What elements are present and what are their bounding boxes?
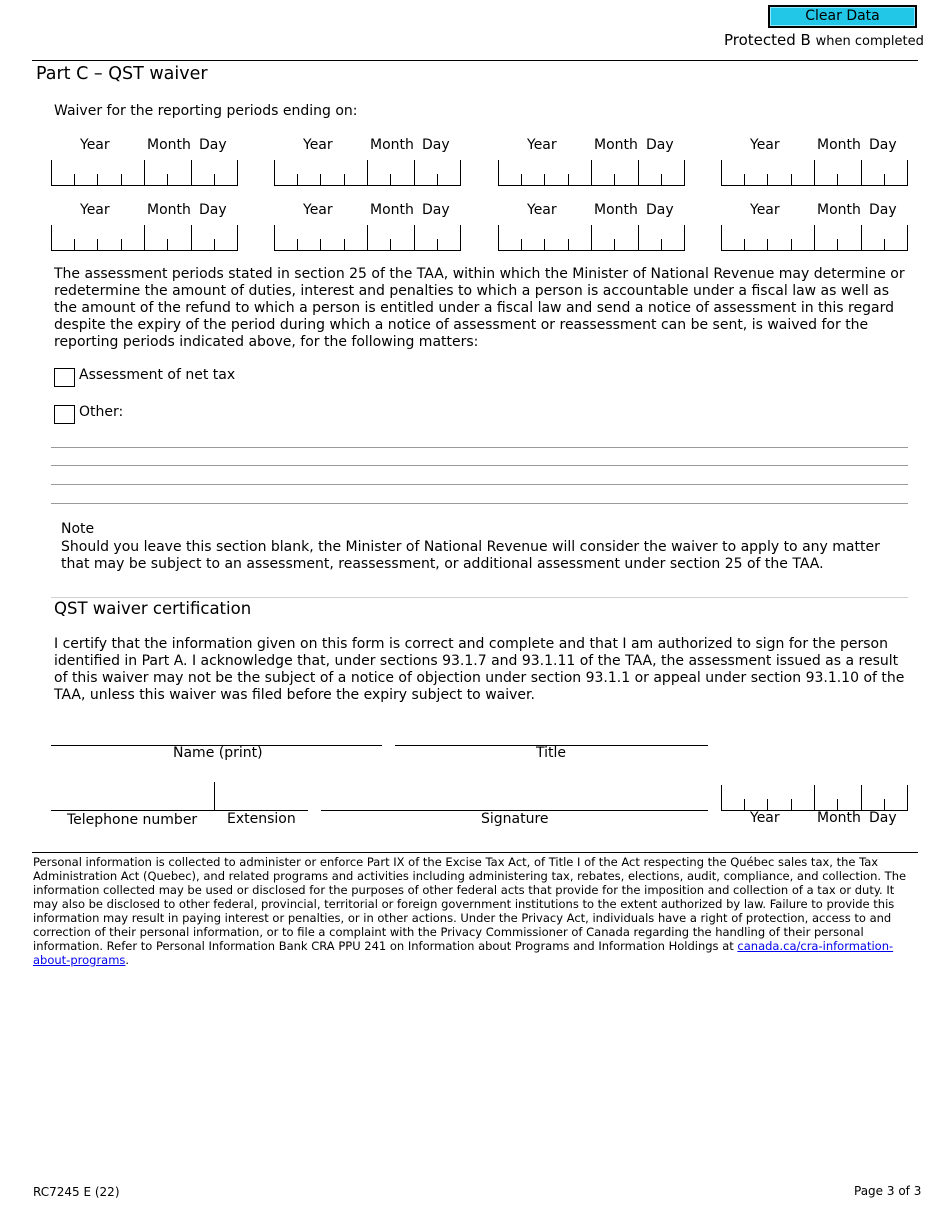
digit-divider [297, 174, 298, 185]
year-header: Year [80, 137, 110, 153]
month-input[interactable] [144, 160, 192, 186]
month-header: Month [594, 137, 638, 153]
privacy-divider [32, 852, 918, 853]
digit-divider [791, 174, 792, 185]
page-number: Page 3 of 3 [854, 1184, 922, 1198]
digit-divider [437, 239, 438, 250]
digit-divider [614, 174, 615, 185]
digit-divider [97, 239, 98, 250]
digit-divider [791, 799, 792, 810]
net-tax-checkbox[interactable] [54, 368, 75, 387]
digit-divider [320, 239, 321, 250]
digit-divider [744, 239, 745, 250]
note-divider [51, 597, 908, 598]
digit-divider [214, 174, 215, 185]
name-label: Name (print) [173, 745, 263, 761]
other-text-line-2[interactable] [51, 465, 908, 466]
telephone-label: Telephone number [67, 812, 198, 828]
title-label: Title [536, 745, 567, 761]
net-tax-label: Assessment of net tax [79, 367, 236, 383]
certification-title: QST waiver certification [54, 599, 252, 618]
day-header: Day [869, 137, 897, 153]
other-checkbox[interactable] [54, 405, 75, 424]
day-header: Day [869, 810, 897, 826]
digit-divider [297, 239, 298, 250]
digit-divider [837, 174, 838, 185]
digit-divider [167, 239, 168, 250]
digit-divider [121, 239, 122, 250]
privacy-end: . [125, 953, 130, 967]
month-header: Month [817, 202, 861, 218]
year-header: Year [80, 202, 110, 218]
year-header: Year [303, 137, 333, 153]
periods-label: Waiver for the reporting periods ending on: [54, 103, 358, 119]
digit-divider [344, 239, 345, 250]
digit-divider [74, 174, 75, 185]
year-input[interactable] [498, 160, 592, 186]
month-input[interactable] [814, 225, 862, 251]
digit-divider [767, 174, 768, 185]
day-header: Day [199, 137, 227, 153]
digit-divider [661, 174, 662, 185]
digit-divider [167, 174, 168, 185]
digit-divider [767, 799, 768, 810]
day-input[interactable] [414, 160, 461, 186]
digit-divider [544, 174, 545, 185]
month-header: Month [370, 137, 414, 153]
day-header: Day [869, 202, 897, 218]
other-text-line-3[interactable] [51, 484, 908, 485]
digit-divider [661, 239, 662, 250]
digit-divider [344, 174, 345, 185]
top-divider [32, 60, 918, 61]
certification-text: I certify that the information given on this form is correct and complete and that I am authorized to sign for the person identified in Part A. I acknowledge that, under sections 93.1.7 and 93.1.11 of the TAA, the assessment issued as a result of this waiver may not be the subject of a notice of objection under section 93.1.1 or appeal under section 93.1.10 of the TAA, unless this waiver was filed before the expiry subject to waiver. [54, 636, 905, 703]
assessment-paragraph: The assessment periods stated in section 25 of the TAA, within which the Minister of National Revenue may determine or redetermine the amount of duties, interest and penalties to which a person is accountable under a fiscal law as well as the amount of the refund to which a person is entitled under a fiscal law and send a notice of assessment in this regard despite the expiry of the period during which a notice of assessment or reassessment can be sent, is waived for the reporting periods indicated above, for the following matters: [54, 266, 905, 350]
privacy-notice [33, 855, 915, 967]
year-header: Year [750, 202, 780, 218]
month-header: Month [594, 202, 638, 218]
digit-divider [521, 174, 522, 185]
digit-divider [884, 239, 885, 250]
day-input[interactable] [191, 160, 238, 186]
digit-divider [544, 239, 545, 250]
other-text-line-1[interactable] [51, 447, 908, 448]
digit-divider [837, 239, 838, 250]
year-input[interactable] [51, 160, 145, 186]
digit-divider [767, 239, 768, 250]
other-text-line-4[interactable] [51, 503, 908, 504]
day-header: Day [422, 202, 450, 218]
digit-divider [744, 174, 745, 185]
day-input[interactable] [191, 225, 238, 251]
form-id: RC7245 E (22) [33, 1185, 120, 1199]
signature-label: Signature [481, 811, 549, 827]
phone-extension-separator [214, 782, 215, 810]
month-input[interactable] [367, 160, 415, 186]
cra-programs-link[interactable]: canada.ca/cra-information-about-programs [33, 939, 894, 967]
digit-divider [214, 239, 215, 250]
part-c-title: Part C – QST waiver [36, 64, 208, 84]
year-input[interactable] [721, 785, 815, 811]
note-title: Note [61, 521, 95, 537]
year-input[interactable] [498, 225, 592, 251]
digit-divider [568, 239, 569, 250]
other-label: Other: [79, 404, 124, 420]
digit-divider [791, 239, 792, 250]
digit-divider [744, 799, 745, 810]
telephone-field[interactable] [51, 810, 214, 811]
digit-divider [320, 174, 321, 185]
day-header: Day [646, 202, 674, 218]
digit-divider [121, 174, 122, 185]
year-input[interactable] [721, 225, 815, 251]
year-header: Year [750, 810, 780, 826]
digit-divider [568, 174, 569, 185]
digit-divider [437, 174, 438, 185]
digit-divider [97, 174, 98, 185]
month-header: Month [147, 137, 191, 153]
day-input[interactable] [638, 160, 685, 186]
month-header: Month [817, 137, 861, 153]
month-header: Month [370, 202, 414, 218]
digit-divider [390, 174, 391, 185]
month-input[interactable] [367, 225, 415, 251]
year-input[interactable] [274, 160, 368, 186]
digit-divider [837, 799, 838, 810]
day-input[interactable] [414, 225, 461, 251]
day-input[interactable] [861, 160, 908, 186]
extension-label: Extension [227, 811, 296, 827]
day-input[interactable] [861, 785, 908, 811]
month-input[interactable] [814, 160, 862, 186]
digit-divider [614, 239, 615, 250]
digit-divider [884, 174, 885, 185]
day-header: Day [422, 137, 450, 153]
day-header: Day [199, 202, 227, 218]
when-completed-text: when completed [815, 34, 924, 49]
month-header: Month [817, 810, 861, 826]
day-input[interactable] [861, 225, 908, 251]
protected-b-text: Protected B [724, 31, 811, 49]
month-header: Month [147, 202, 191, 218]
year-header: Year [303, 202, 333, 218]
clear-data-button[interactable]: Clear Data [768, 5, 917, 28]
year-input[interactable] [51, 225, 145, 251]
year-header: Year [527, 137, 557, 153]
month-input[interactable] [591, 160, 639, 186]
month-input[interactable] [814, 785, 862, 811]
year-header: Year [527, 202, 557, 218]
protected-b-label [724, 31, 924, 49]
year-input[interactable] [721, 160, 815, 186]
digit-divider [521, 239, 522, 250]
month-input[interactable] [591, 225, 639, 251]
digit-divider [390, 239, 391, 250]
year-input[interactable] [274, 225, 368, 251]
year-header: Year [750, 137, 780, 153]
digit-divider [884, 799, 885, 810]
digit-divider [74, 239, 75, 250]
month-input[interactable] [144, 225, 192, 251]
day-input[interactable] [638, 225, 685, 251]
note-text: Should you leave this section blank, the Minister of National Revenue will consider the waiver to apply to any matter that may be subject to an assessment, reassessment, or additional assessment under section 25 of the TAA. [61, 539, 880, 572]
privacy-text: Personal information is collected to administer or enforce Part IX of the Excise Tax Act, of Title I of the Act respecting the Québec sales tax, the Tax Administration Act (Quebec), and related programs and activities including administering tax, rebates, elections, audit, compliance, and collection. The information collected may be used or disclosed for the purposes of other federal acts that provide for the imposition and collection of a tax or duty. It may also be disclosed to other federal, provincial, territorial or foreign government institutions to the extent authorized by law. Failure to provide this information may result in paying interest or penalties, or in other actions. Under the Privacy Act, individuals have a right of protection, access to and correction of their personal information, or to file a complaint with the Privacy Commissioner of Canada regarding the handling of their personal information. Refer to Personal Information Bank CRA PPU 241 on Information about Programs and Information Holdings at [33, 855, 907, 953]
day-header: Day [646, 137, 674, 153]
